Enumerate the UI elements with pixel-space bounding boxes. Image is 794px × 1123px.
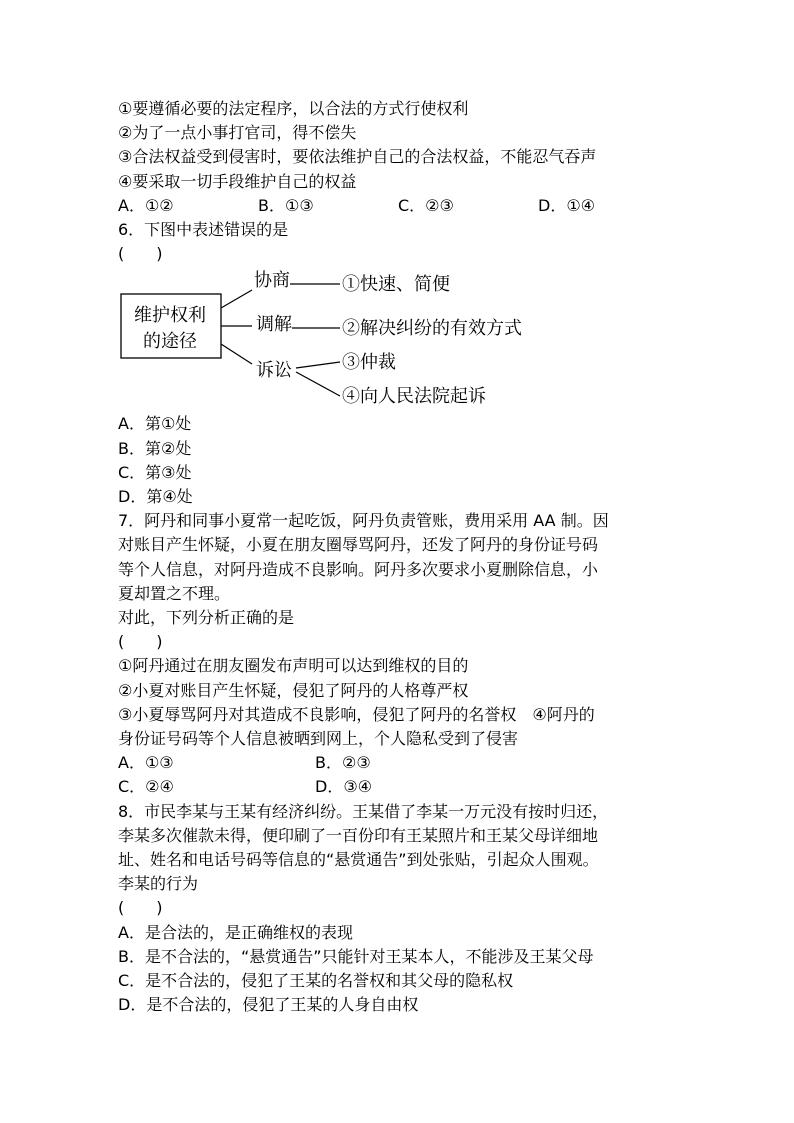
q7-stem bbox=[118, 509, 678, 630]
q7-option-a: A．①③ bbox=[118, 753, 174, 773]
q7-item: ①阿丹通过在朋友圈发布声明可以达到维权的目的 bbox=[118, 656, 469, 676]
q8-option-b: B．是不合法的，“悬赏通告”只能针对王某本人，不能涉及王某父母 bbox=[118, 946, 594, 966]
q5-item-3: ③合法权益受到侵害时，要依法维护自己的合法权益，不能忍气吞声 bbox=[118, 147, 597, 167]
leaf-4: ④向人民法院起诉 bbox=[342, 386, 486, 408]
q8-stem bbox=[118, 800, 678, 897]
q7-option-c: C．②④ bbox=[118, 777, 174, 797]
q7-stem-line: 对账目产生怀疑，小夏在朋友圈辱骂阿丹，还发了阿丹的身份证号码 bbox=[118, 535, 599, 555]
diagram-box-label bbox=[122, 303, 218, 355]
q7-stem-line: 等个人信息，对阿丹造成不良影响。阿丹多次要求小夏删除信息，小 bbox=[118, 559, 599, 579]
q8-stem-line: 李某多次催款未得，便印刷了一百份印有王某照片和王某父母详细地 bbox=[118, 825, 599, 845]
q8-option-d: D．是不合法的，侵犯了王某的人身自由权 bbox=[118, 995, 419, 1015]
q6-option-c: C．第③处 bbox=[118, 462, 192, 482]
q5-options bbox=[118, 194, 678, 218]
leaf-3: ③仲裁 bbox=[342, 352, 396, 374]
q6-option-d: D．第④处 bbox=[118, 487, 193, 507]
q6-option-b: B．第②处 bbox=[118, 438, 192, 458]
q7-options-row-1 bbox=[118, 751, 678, 775]
q7-answer-paren: ( ) bbox=[118, 632, 163, 652]
q6-options bbox=[118, 412, 678, 509]
branch-susong: 诉讼 bbox=[256, 360, 292, 382]
q7-stem-line: 7．阿丹和同事小夏常一起吃饭，阿丹负责管账，费用采用 AA 制。因 bbox=[118, 511, 609, 531]
q5-item-4: ④要采取一切手段维护自己的权益 bbox=[118, 171, 357, 191]
document-page bbox=[118, 97, 678, 1018]
diagram-box-line-1: 维护权利 bbox=[134, 305, 206, 327]
line-susong-to-leaf3 bbox=[296, 362, 340, 368]
diagram-box-line-2: 的途径 bbox=[143, 331, 197, 353]
q5-item-2: ②为了一点小事打官司，得不偿失 bbox=[118, 123, 357, 143]
q7-stem-line: 对此，下列分析正确的是 bbox=[118, 608, 295, 628]
line-susong-to-leaf4 bbox=[296, 372, 340, 396]
q8-stem-line: 8．市民李某与王某有经济纠纷。王某借了李某一万元没有按时归还， bbox=[118, 801, 609, 821]
q7-item: ③小夏辱骂阿丹对其造成不良影响，侵犯了阿丹的名誉权 ④阿丹的 bbox=[118, 704, 595, 724]
q8-stem-line: 址、姓名和电话号码等信息的“悬赏通告”到处张贴，引起众人围观。 bbox=[118, 850, 599, 870]
q8-options bbox=[118, 921, 678, 1018]
q6-stem: 6．下图中表述错误的是 bbox=[118, 220, 289, 240]
q5-item-1: ①要遵循必要的法定程序，以合法的方式行使权利 bbox=[118, 99, 469, 118]
line-box-to-xieshang bbox=[221, 290, 252, 308]
q5-option-b: B．①③ bbox=[258, 195, 314, 215]
q5-items bbox=[118, 97, 678, 194]
rights-diagram bbox=[118, 268, 578, 410]
branch-xieshang: 协商 bbox=[254, 270, 290, 292]
leaf-2: ②解决纠纷的有效方式 bbox=[342, 318, 522, 340]
q8-answer-paren: ( ) bbox=[118, 898, 163, 918]
q7-items bbox=[118, 654, 678, 751]
q8-stem-line: 李某的行为 bbox=[118, 874, 199, 894]
q6-answer-paren: ( ) bbox=[118, 244, 163, 264]
q8-option-a: A．是合法的，是正确维权的表现 bbox=[118, 922, 353, 942]
q7-item: 身份证号码等个人信息被晒到网上，个人隐私受到了侵害 bbox=[118, 729, 519, 749]
q5-option-a: A．①② bbox=[118, 195, 174, 215]
q7-stem-line: 夏却置之不理。 bbox=[118, 583, 231, 603]
q5-option-c: C．②③ bbox=[398, 195, 454, 215]
q5-option-d: D．①④ bbox=[538, 195, 596, 215]
q7-options-row-2 bbox=[118, 775, 678, 799]
branch-tiaojie: 调解 bbox=[256, 314, 292, 336]
q8-option-c: C．是不合法的，侵犯了王某的名誉权和其父母的隐私权 bbox=[118, 971, 514, 991]
line-box-to-susong bbox=[221, 344, 252, 364]
q6-option-a: A．第①处 bbox=[118, 414, 192, 434]
q7-option-b: B．②③ bbox=[315, 753, 371, 773]
q7-item: ②小夏对账目产生怀疑，侵犯了阿丹的人格尊严权 bbox=[118, 680, 469, 700]
leaf-1: ①快速、简便 bbox=[342, 274, 450, 296]
q7-option-d: D．③④ bbox=[315, 777, 373, 797]
